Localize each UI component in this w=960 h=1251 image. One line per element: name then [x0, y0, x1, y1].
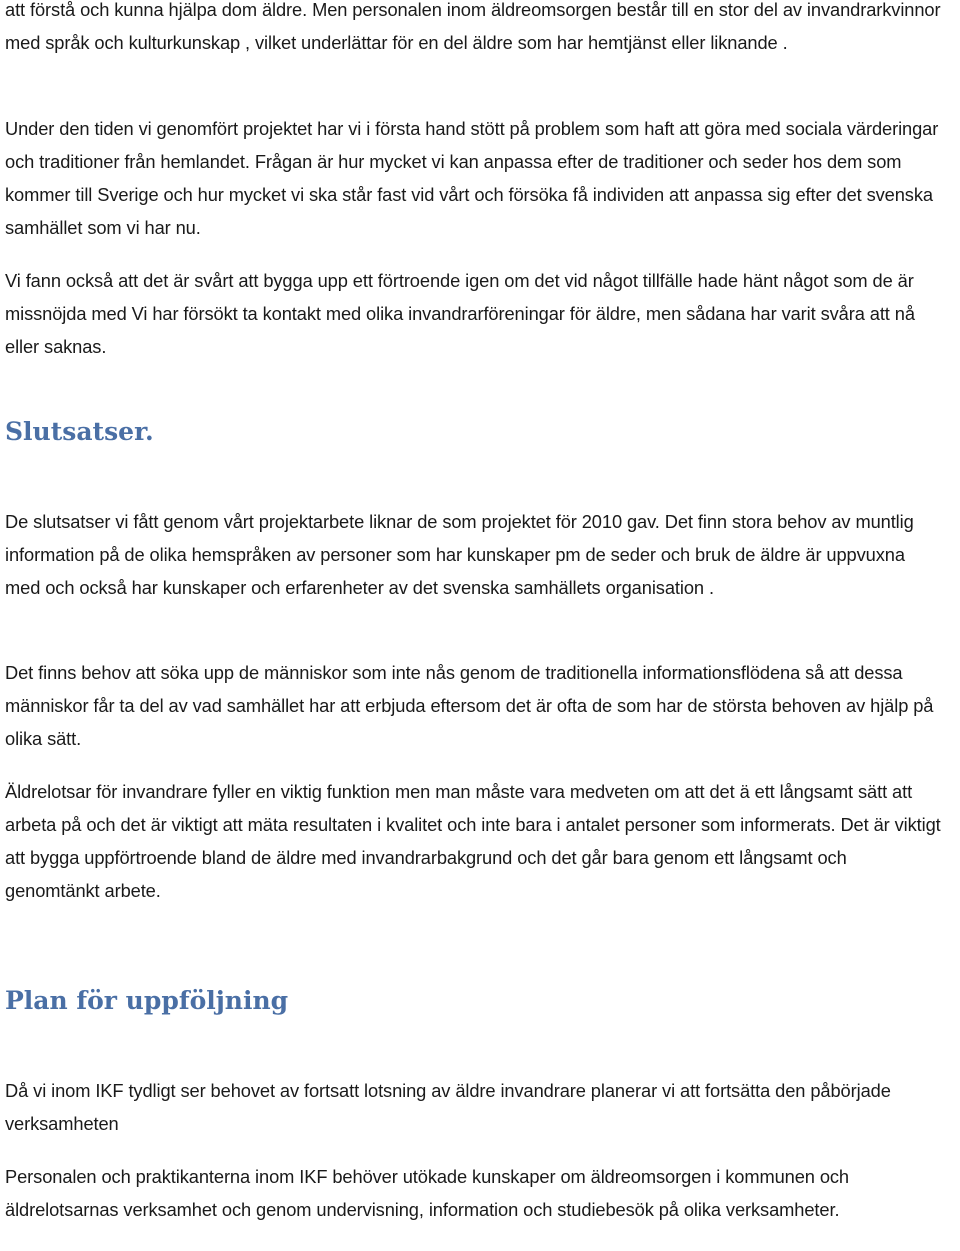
paragraph-needs: Det finns behov att söka upp de människor som inte nås genom de traditionella informationsflödena så att dessa människor får ta del av vad samhället har att erbjuda eftersom det är ofta de som har de största behoven av hjälp på olika sätt.: [5, 662, 934, 749]
heading-plan-uppfoljning: Plan för uppföljning: [5, 986, 289, 1015]
paragraph-pilots: Äldrelotsar för invandrare fyller en viktig funktion men man måste vara medveten om att det ä ett långsamt sätt att arbeta på och det är viktigt att mäta resultaten i kvalitet och inte bara i antalet personer som informerats. Det är viktigt att bygga uppförtroende bland de äldre med invandrarbakgrund och det går bara genom ett långsamt och genomtänkt arbete.: [5, 781, 941, 901]
paragraph-continue: Då vi inom IKF tydligt ser behovet av fortsatt lotsning av äldre invandrare planerar vi att fortsätta den påbörjade verksamheten: [5, 1080, 891, 1134]
paragraph-conclusions: De slutsatser vi fått genom vårt projektarbete liknar de som projektet för 2010 gav. Det finn stora behov av muntlig information på de olika hemspråken av personer som har kunskaper pm de seder och bruk de äldre är uppvuxna med och också har kunskaper och erfarenheter av det svenska samhällets organisation .: [5, 511, 914, 598]
paragraph-staff: Personalen och praktikanterna inom IKF behöver utökade kunskaper om äldreomsorgen i kommunen och äldrelotsarnas verksamhet och genom undervisning, information och studiebesök på olika verksamheter.: [5, 1166, 849, 1220]
paragraph-intro-continued: att förstå och kunna hjälpa dom äldre. Men personalen inom äldreomsorgen består till en stor del av invandrarkvinnor med språk och kulturkunskap , vilket underlättar för en del äldre som har hemtjänst eller liknande .: [5, 0, 941, 53]
heading-slutsatser: Slutsatser.: [5, 417, 154, 446]
paragraph-trust: Vi fann också att det är svårt att bygga upp ett förtroende igen om det vid något tillfälle hade hänt något som de är missnöjda med Vi har försökt ta kontakt med olika invandrarföreningar för äldre, men sådana har varit svåra att nå eller saknas.: [5, 270, 915, 357]
paragraph-problems: Under den tiden vi genomfört projektet har vi i första hand stött på problem som haft att göra med sociala värderingar och traditioner från hemlandet. Frågan är hur mycket vi kan anpassa efter de traditioner och seder hos dem som kommer till Sverige och hur mycket vi ska står fast vid vårt och försöka få individen att anpassa sig efter det svenska samhället som vi har nu.: [5, 118, 939, 238]
